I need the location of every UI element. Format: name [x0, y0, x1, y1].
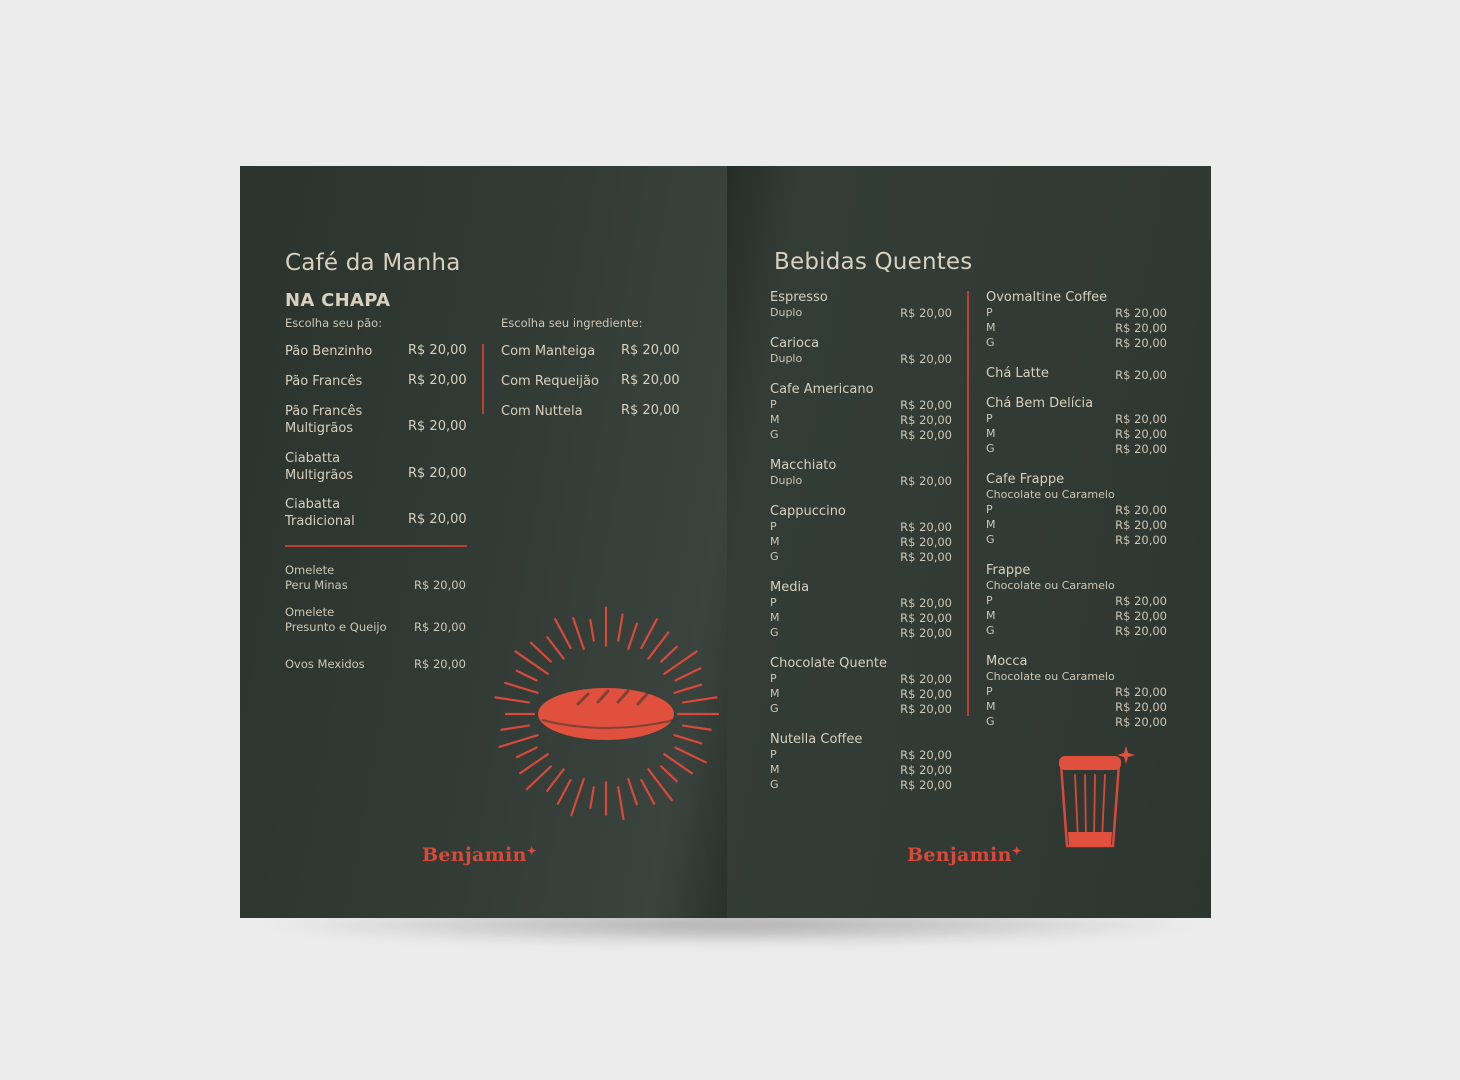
section-heading: NA CHAPA	[285, 290, 391, 311]
ingredient-price: R$ 20,00	[621, 403, 680, 418]
sunburst-ray	[558, 780, 571, 804]
drink-price: R$ 20,00	[900, 306, 952, 320]
drink-subtitle: Chocolate ou Caramelo	[986, 488, 1115, 501]
drink-name: Carioca	[770, 336, 820, 351]
sunburst-ray	[520, 754, 548, 773]
sunburst-ray	[664, 754, 692, 773]
drink-name: Mocca	[986, 654, 1028, 669]
drink-price: R$ 20,00	[1115, 517, 1167, 532]
drink-price: R$ 20,00	[900, 412, 952, 427]
drink-price: R$ 20,00	[900, 672, 952, 686]
drink-price: R$ 20,00	[1115, 594, 1167, 608]
ingredient-price: R$ 20,00	[621, 343, 680, 358]
size-labels: P M G	[986, 503, 996, 546]
drink-price: R$ 20,00	[900, 748, 952, 762]
bread-price: R$ 20,00	[408, 419, 467, 434]
sunburst-ray	[618, 615, 622, 641]
drink-price: R$ 20,00	[900, 427, 952, 442]
ingredient-name: Com Manteiga	[501, 344, 596, 359]
page-title: Bebidas Quentes	[774, 249, 973, 275]
size-labels: P M G	[770, 398, 780, 441]
ingredient-name: Com Requeijão	[501, 374, 599, 389]
drink-name: Ovomaltine Coffee	[986, 290, 1108, 305]
bread-name: Pão Francês	[285, 374, 363, 389]
sunburst-ray	[683, 726, 711, 730]
sparkle-icon: ✦	[526, 844, 538, 858]
bread-price: R$ 20,00	[408, 373, 467, 388]
sunburst-ray	[618, 787, 623, 819]
sunburst-ray	[674, 685, 701, 693]
sunburst-ray	[517, 748, 537, 757]
drink-name: Chá Bem Delícia	[986, 396, 1094, 411]
drink-subtitle: Chocolate ou Caramelo	[986, 579, 1115, 592]
drink-name: Cappuccino	[770, 504, 846, 519]
sunburst-ray	[628, 624, 637, 649]
sunburst-ray	[531, 643, 551, 662]
drink-price: R$ 20,00	[900, 777, 952, 792]
drink-price: R$ 20,00	[900, 474, 952, 488]
ingredient-price: R$ 20,00	[621, 373, 680, 388]
drink-price: R$ 20,00	[1115, 335, 1167, 350]
size-labels: P M G	[986, 412, 996, 455]
drink-price: R$ 20,00	[900, 596, 952, 610]
sunburst-ray	[555, 619, 570, 648]
sunburst-ray	[505, 683, 537, 693]
extra-name: Omelete Peru Minas	[285, 563, 348, 592]
drink-price: R$ 20,00	[900, 625, 952, 640]
size-labels: P M G	[986, 594, 996, 637]
drink-price: R$ 20,00	[900, 534, 952, 549]
sunburst-ray	[571, 779, 583, 815]
drink-price: R$ 20,00	[1115, 306, 1167, 320]
drink-price: R$ 20,00	[1115, 608, 1167, 623]
brand-logo	[907, 844, 1022, 866]
bread-price: R$ 20,00	[408, 466, 467, 481]
sunburst-ray	[547, 637, 563, 659]
drink-subtitle: Duplo	[770, 352, 803, 365]
sunburst-ray	[661, 647, 677, 662]
sunburst-ray	[675, 668, 700, 680]
drink-price: R$ 20,00	[900, 549, 952, 564]
drink-price: R$ 20,00	[900, 701, 952, 716]
sunburst-ray	[495, 697, 529, 702]
drink-price: R$ 20,00	[900, 762, 952, 777]
sunburst-ray	[641, 780, 654, 804]
size-labels: P M G	[986, 685, 996, 728]
bread-price: R$ 20,00	[408, 343, 467, 358]
extra-name: Omelete Presunto e Queijo	[285, 605, 387, 634]
drink-price: R$ 20,00	[900, 520, 952, 534]
brand-name: Benjamin	[422, 844, 527, 866]
sunburst-ray	[590, 787, 593, 808]
size-labels: P M G	[770, 520, 780, 563]
drink-price: R$ 20,00	[900, 610, 952, 625]
ingredient-name: Com Nuttela	[501, 404, 583, 419]
drink-name: Cafe Frappe	[986, 472, 1065, 487]
sunburst-ray	[499, 735, 537, 747]
drink-price: R$ 20,00	[900, 686, 952, 701]
drink-name: Chá Latte	[986, 366, 1049, 381]
sunburst-ray	[573, 618, 584, 649]
drink-name: Frappe	[986, 563, 1031, 578]
drink-price: R$ 20,00	[1115, 623, 1167, 638]
right-page	[727, 166, 1211, 918]
bread-name: Ciabatta Tradicional	[285, 497, 355, 529]
drink-name: Media	[770, 580, 810, 595]
sunburst-ray	[590, 620, 593, 641]
drink-subtitle: Chocolate ou Caramelo	[986, 670, 1115, 683]
divider-horizontal	[285, 545, 467, 547]
drink-price: R$ 20,00	[1115, 320, 1167, 335]
drink-price: R$ 20,00	[1115, 368, 1167, 382]
bread-name: Pão Francês Multigrãos	[285, 404, 363, 436]
bread-sunburst-icon	[490, 596, 720, 826]
size-labels: P M G	[770, 748, 780, 791]
drink-price: R$ 20,00	[900, 398, 952, 412]
drink-name: Espresso	[770, 290, 828, 305]
sunburst-ray	[675, 748, 705, 763]
bread-name: Ciabatta Multigrãos	[285, 451, 354, 483]
size-labels: P M G	[770, 672, 780, 715]
drink-price: R$ 20,00	[1115, 441, 1167, 456]
sunburst-ray	[674, 735, 701, 743]
drink-price: R$ 20,00	[1115, 685, 1167, 699]
size-labels: P M G	[770, 596, 780, 639]
page-title: Café da Manha	[285, 250, 461, 276]
drink-price: R$ 20,00	[900, 352, 952, 366]
extra-price: R$ 20,00	[414, 578, 466, 592]
sunburst-ray	[641, 619, 656, 648]
sunburst-ray	[501, 726, 529, 730]
choose-ingredient-label: Escolha seu ingrediente:	[501, 316, 643, 330]
coffee-cup-icon	[1053, 744, 1137, 852]
divider-vertical	[482, 344, 484, 414]
sunburst-ray	[683, 697, 717, 702]
bread-price: R$ 20,00	[408, 512, 467, 527]
drink-subtitle: Duplo	[770, 474, 803, 487]
bread-name: Pão Benzinho	[285, 344, 373, 359]
extra-price: R$ 20,00	[414, 657, 466, 671]
extra-name: Ovos Mexidos	[285, 657, 365, 671]
left-page	[240, 166, 727, 918]
sunburst-ray	[517, 671, 537, 680]
size-labels: P M G	[986, 306, 996, 349]
sunburst-ray	[628, 779, 637, 804]
divider-vertical	[967, 291, 969, 716]
drink-price: R$ 20,00	[1115, 714, 1167, 729]
drink-subtitle: Duplo	[770, 306, 803, 319]
drink-name: Chocolate Quente	[770, 656, 887, 671]
drink-name: Cafe Americano	[770, 382, 874, 397]
sunburst-ray	[527, 766, 551, 789]
drink-price: R$ 20,00	[1115, 426, 1167, 441]
drink-price: R$ 20,00	[1115, 503, 1167, 517]
sunburst-ray	[661, 766, 677, 781]
drink-price: R$ 20,00	[1115, 412, 1167, 426]
sparkle-icon: ✦	[1011, 844, 1023, 858]
drink-name: Nutella Coffee	[770, 732, 863, 747]
drink-price: R$ 20,00	[1115, 532, 1167, 547]
drink-price: R$ 20,00	[1115, 699, 1167, 714]
brand-name: Benjamin	[907, 844, 1012, 866]
sunburst-ray	[648, 633, 668, 659]
extra-price: R$ 20,00	[414, 620, 466, 634]
sunburst-ray	[547, 769, 563, 791]
brand-logo	[422, 844, 537, 866]
choose-bread-label: Escolha seu pão:	[285, 316, 383, 330]
drink-name: Macchiato	[770, 458, 837, 473]
